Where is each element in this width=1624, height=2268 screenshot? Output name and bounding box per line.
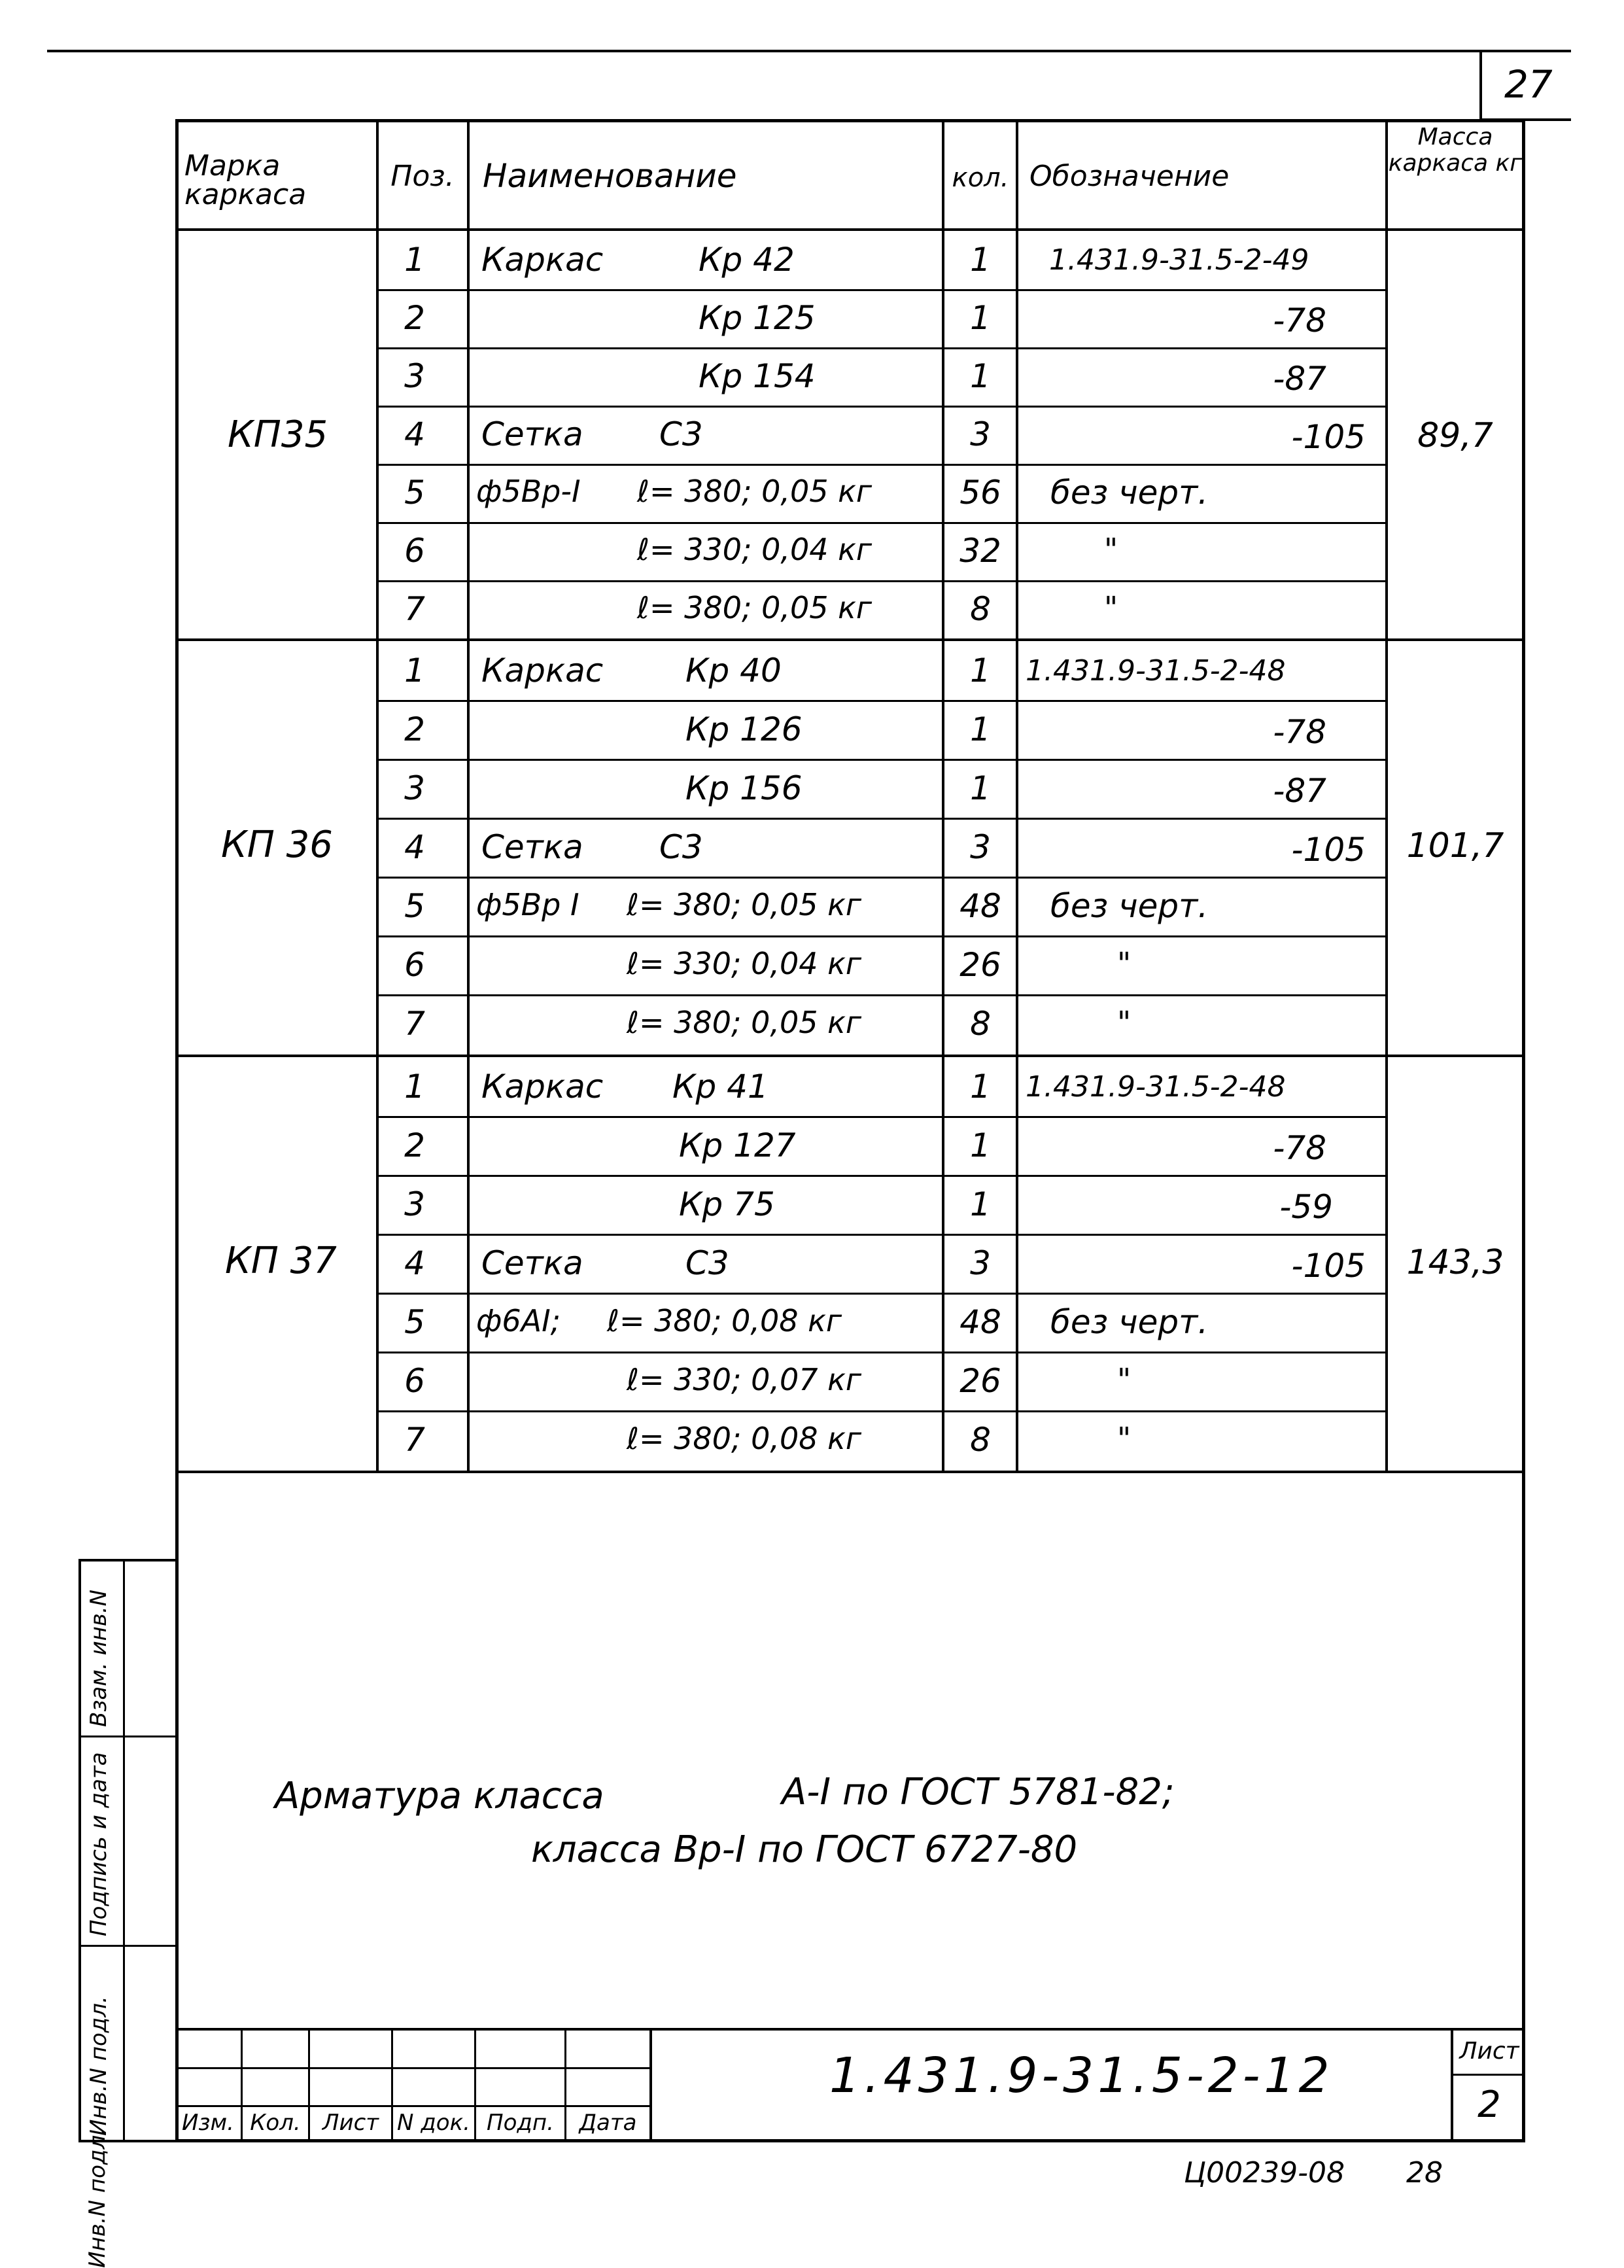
table-bottom-line	[175, 1471, 1525, 1473]
cell-qty: 32	[959, 532, 1001, 570]
archive-code: Ц00239-08	[1184, 2156, 1345, 2189]
cell-designation: -105	[1291, 418, 1366, 456]
tb-doc-code: 1.431.9-31.5-2-12	[829, 2048, 1334, 2104]
row-line	[376, 1293, 1387, 1295]
cell-pos: 4	[404, 415, 425, 453]
cell-qty: 1	[970, 357, 991, 395]
header-mark: Марка каркаса	[184, 149, 307, 211]
cell-designation: "	[1117, 1005, 1132, 1040]
cell-name-b: ℓ= 380; 0,05 кг	[627, 1005, 862, 1040]
archive-number: 28	[1406, 2156, 1443, 2189]
group-mass: 89,7	[1417, 416, 1493, 455]
cell-qty: 8	[970, 590, 991, 628]
cell-name-a: Сетка	[481, 1244, 583, 1282]
cell-designation: без черт.	[1050, 474, 1209, 512]
row-line	[376, 1116, 1387, 1118]
cell-designation: -87	[1273, 360, 1326, 398]
note-line-1b: А-I по ГОСТ 5781-82;	[782, 1771, 1175, 1813]
header-qty: кол.	[952, 163, 1009, 193]
cell-pos: 5	[404, 887, 425, 925]
cell-name-b: ℓ= 330; 0,07 кг	[627, 1362, 862, 1397]
cell-designation: 1.431.9-31.5-2-49	[1049, 243, 1309, 277]
cell-name-b: ℓ= 380; 0,05 кг	[637, 590, 872, 625]
cell-name-b: Кр 125	[699, 299, 816, 337]
cell-name-a: ф5Вр I	[476, 887, 579, 922]
row-line	[376, 700, 1387, 702]
cell-designation: -78	[1273, 302, 1326, 340]
cell-name-b: С3	[685, 1244, 729, 1282]
cell-qty: 48	[959, 1303, 1001, 1341]
side-stamp-label-inv: Инв.N подл.	[84, 2128, 111, 2268]
cell-designation: без черт.	[1050, 1303, 1209, 1341]
cell-designation: -105	[1291, 1247, 1366, 1285]
cell-name-b: Кр 41	[672, 1068, 769, 1106]
group-mass: 143,3	[1406, 1243, 1504, 1282]
row-line	[376, 1352, 1387, 1353]
cell-qty: 3	[970, 1244, 991, 1282]
row-line	[376, 522, 1387, 524]
group-mark: КП 36	[221, 824, 333, 866]
note-line-2: класса Вр-I по ГОСТ 6727-80	[531, 1828, 1078, 1871]
cell-qty: 26	[959, 1362, 1001, 1400]
cell-pos: 2	[404, 710, 425, 748]
row-line	[376, 1234, 1387, 1236]
cell-name-a: Сетка	[481, 828, 583, 866]
group-sep-2	[175, 1055, 1525, 1057]
tb-sheet-number: 2	[1477, 2084, 1501, 2126]
header-name: Наименование	[483, 157, 737, 195]
row-line	[376, 1175, 1387, 1177]
cell-pos: 1	[404, 241, 425, 279]
cell-pos: 5	[404, 474, 425, 512]
cell-qty: 1	[970, 769, 991, 807]
cell-qty: 26	[959, 946, 1001, 984]
cell-designation: "	[1117, 946, 1132, 981]
group-sep-1	[175, 638, 1525, 641]
row-line	[376, 994, 1387, 996]
row-line	[376, 464, 1387, 466]
cell-pos: 3	[404, 357, 425, 395]
cell-name-b: Кр 156	[685, 769, 803, 807]
cell-qty: 1	[970, 299, 991, 337]
cell-name-b: ℓ= 330; 0,04 кг	[637, 532, 872, 567]
cell-designation: -59	[1279, 1188, 1333, 1226]
cell-pos: 2	[404, 299, 425, 337]
group-mark: КП 37	[225, 1240, 337, 1282]
cell-name-a: Каркас	[481, 1068, 604, 1106]
cell-pos: 6	[404, 532, 425, 570]
corner-box-left	[1479, 51, 1482, 120]
side-stamp-divider	[123, 1559, 125, 2142]
side-stamp-label-inv-nr: Инв.N подл.	[86, 1996, 112, 2136]
group-mass: 101,7	[1406, 826, 1504, 865]
cell-designation: "	[1104, 590, 1118, 625]
header-bottom-line	[175, 228, 1525, 231]
cell-qty: 1	[970, 241, 991, 279]
cell-name-b: Кр 126	[685, 710, 803, 748]
cell-designation: -87	[1273, 772, 1326, 810]
cell-qty: 56	[959, 474, 1001, 512]
cell-name-b: ℓ= 380; 0,08 кг	[607, 1303, 842, 1338]
cell-pos: 4	[404, 828, 425, 866]
row-line	[376, 877, 1387, 879]
cell-pos: 6	[404, 946, 425, 984]
cell-name-b: Кр 75	[679, 1185, 775, 1223]
cell-designation: -105	[1291, 831, 1366, 869]
note-line-1a: Арматура класса	[275, 1775, 604, 1817]
cell-qty: 1	[970, 1185, 991, 1223]
cell-qty: 1	[970, 1068, 991, 1106]
side-stamp-label-sign: Подпись и дата	[86, 1752, 112, 1936]
cell-pos: 4	[404, 1244, 425, 1282]
cell-qty: 1	[970, 710, 991, 748]
cell-qty: 1	[970, 652, 991, 689]
top-border-line	[47, 50, 1571, 52]
cell-designation: 1.431.9-31.5-2-48	[1026, 1070, 1286, 1104]
cell-qty: 8	[970, 1005, 991, 1043]
tb-label-list: Лист	[322, 2110, 379, 2136]
col-line-name	[467, 119, 470, 1473]
cell-name-b: ℓ= 380; 0,05 кг	[637, 474, 872, 509]
side-stamp-label-replace: Взам. инв.N	[86, 1589, 112, 1727]
cell-pos: 7	[404, 590, 425, 628]
cell-name-a: ф5Вр-I	[476, 474, 581, 509]
header-pos: Поз.	[390, 160, 455, 193]
cell-designation: 1.431.9-31.5-2-48	[1026, 654, 1286, 688]
cell-designation: "	[1104, 532, 1118, 567]
title-block-top	[175, 2028, 1525, 2031]
tb-label-kol: Кол.	[250, 2110, 301, 2136]
header-designation: Обозначение	[1029, 160, 1230, 193]
row-line	[376, 406, 1387, 408]
row-line	[376, 289, 1387, 291]
cell-name-b: Кр 40	[685, 652, 782, 689]
cell-qty: 3	[970, 415, 991, 453]
header-mass: Масса каркаса кг	[1388, 124, 1523, 177]
row-line	[376, 935, 1387, 937]
cell-pos: 1	[404, 1068, 425, 1106]
tb-label-ndok: N док.	[397, 2110, 470, 2136]
cell-pos: 1	[404, 652, 425, 689]
cell-pos: 6	[404, 1362, 425, 1400]
tb-label-data: Дата	[579, 2110, 637, 2136]
group-mark: КП35	[228, 413, 328, 456]
cell-name-b: С3	[659, 415, 703, 453]
title-block	[175, 2028, 1525, 2142]
cell-qty: 48	[959, 887, 1001, 925]
cell-pos: 7	[404, 1421, 425, 1459]
cell-name-a: Каркас	[481, 241, 604, 279]
cell-qty: 1	[970, 1126, 991, 1164]
cell-pos: 3	[404, 1185, 425, 1223]
tb-label-podp: Подп.	[487, 2110, 554, 2136]
cell-name-b: С3	[659, 828, 703, 866]
cell-pos: 7	[404, 1005, 425, 1043]
row-line	[376, 580, 1387, 582]
cell-pos: 3	[404, 769, 425, 807]
cell-qty: 8	[970, 1421, 991, 1459]
cell-name-b: ℓ= 330; 0,04 кг	[627, 946, 862, 981]
cell-name-a: Каркас	[481, 652, 604, 689]
corner-page-number: 27	[1504, 62, 1553, 107]
row-line	[376, 818, 1387, 820]
cell-name-b: Кр 42	[699, 241, 795, 279]
tb-label-izm: Изм.	[182, 2110, 234, 2136]
cell-name-a: Сетка	[481, 415, 583, 453]
cell-pos: 5	[404, 1303, 425, 1341]
cell-name-b: ℓ= 380; 0,05 кг	[627, 887, 862, 922]
row-line	[376, 1410, 1387, 1412]
cell-qty: 3	[970, 828, 991, 866]
spec-table	[175, 119, 1525, 1473]
tb-sheet-label: Лист	[1459, 2038, 1519, 2065]
row-line	[376, 759, 1387, 761]
row-line	[376, 347, 1387, 349]
cell-name-b: Кр 154	[699, 357, 816, 395]
cell-designation: -78	[1273, 1129, 1326, 1167]
cell-designation: без черт.	[1050, 887, 1209, 925]
cell-name-a: ф6АI;	[476, 1303, 561, 1338]
cell-designation: "	[1117, 1362, 1132, 1397]
cell-designation: -78	[1273, 713, 1326, 751]
cell-designation: "	[1117, 1421, 1132, 1456]
cell-name-b: ℓ= 380; 0,08 кг	[627, 1421, 862, 1456]
cell-name-b: Кр 127	[679, 1126, 796, 1164]
cell-pos: 2	[404, 1126, 425, 1164]
